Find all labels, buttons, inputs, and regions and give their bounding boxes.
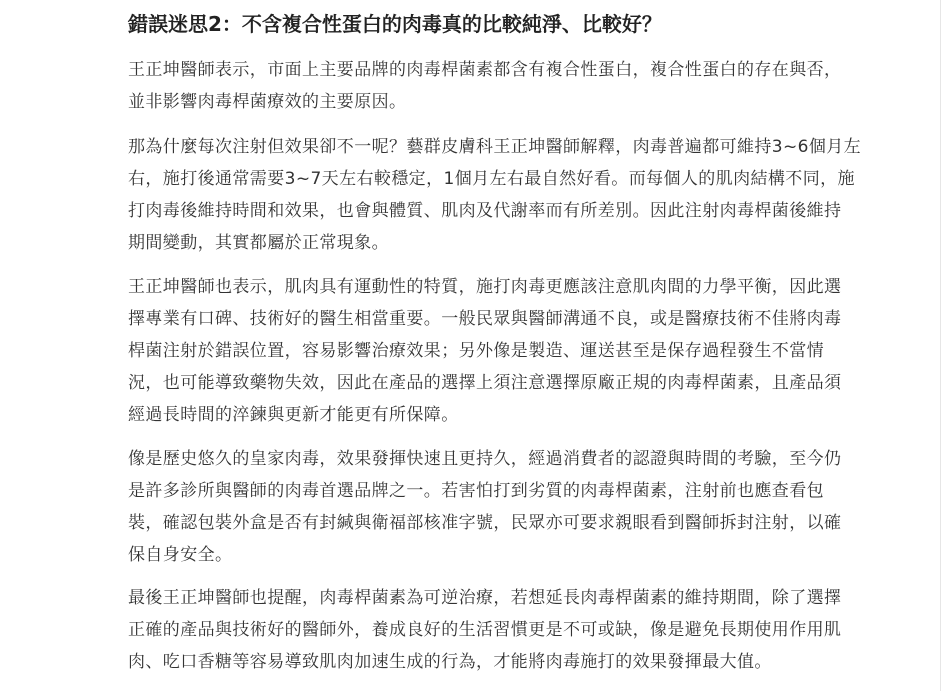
paragraph-line: 保自身安全。 — [128, 545, 233, 565]
paragraph-line: 桿菌注射於錯誤位置，容易影響治療效果；另外像是製造、運送甚至是保存過程發生不當情 — [128, 341, 824, 361]
paragraph-line: 裝，確認包裝外盒是否有封緘與衛福部核准字號，民眾亦可要求親眼看到醫師拆封注射，以確 — [128, 513, 842, 533]
paragraph-line: 王正坤醫師也表示，肌肉具有運動性的特質，施打肉毒更應該注意肌肉間的力學平衡，因此選 — [128, 277, 842, 297]
article-heading: 錯誤迷思2：不含複合性蛋白的肉毒真的比較純淨、比較好？ — [128, 12, 662, 36]
paragraph-line: 是許多診所與醫師的肉毒首選品牌之一。若害怕打到劣質的肉毒桿菌素，注射前也應查看包 — [128, 481, 824, 501]
paragraph-line: 肉、吃口香糖等容易導致肌肉加速生成的行為，才能將肉毒施打的效果發揮最大值。 — [128, 652, 772, 672]
paragraph-2 — [128, 131, 888, 259]
paragraph-line: 擇專業有口碑、技術好的醫生相當重要。一般民眾與醫師溝通不良，或是醫療技術不佳將肉毒 — [128, 309, 842, 329]
paragraph-3 — [128, 271, 888, 431]
paragraph-line: 那為什麼每次注射但效果卻不一呢？藝群皮膚科王正坤醫師解釋，肉毒普遍都可維持3~6個月左 — [128, 137, 862, 157]
paragraph-line: 期間變動，其實都屬於正常現象。 — [128, 233, 389, 253]
paragraph-line: 經過長時間的淬鍊與更新才能更有所保障。 — [128, 405, 459, 425]
paragraph-1 — [128, 54, 888, 118]
paragraph-line: 王正坤醫師表示，市面上主要品牌的肉毒桿菌素都含有複合性蛋白，複合性蛋白的存在與否， — [128, 60, 842, 80]
paragraph-4 — [128, 443, 888, 571]
paragraph-line: 並非影響肉毒桿菌療效的主要原因。 — [128, 92, 407, 112]
paragraph-line: 右，施打後通常需要3~7天左右較穩定，1個月左右最自然好看。而每個人的肌肉結構不同，施 — [128, 169, 855, 189]
paragraph-line: 正確的產品與技術好的醫師外，養成良好的生活習慣更是不可或缺，像是避免長期使用作用肌 — [128, 620, 842, 640]
paragraph-line: 最後王正坤醫師也提醒，肉毒桿菌素為可逆治療，若想延長肉毒桿菌素的維持期間，除了選擇 — [128, 588, 842, 608]
paragraph-line: 打肉毒後維持時間和效果，也會與體質、肌肉及代謝率而有所差別。因此注射肉毒桿菌後維持 — [128, 201, 842, 221]
paragraph-5 — [128, 582, 888, 678]
paragraph-line: 況，也可能導致藥物失效，因此在產品的選擇上須注意選擇原廠正規的肉毒桿菌素，且產品須 — [128, 373, 842, 393]
paragraph-line: 像是歷史悠久的皇家肉毒，效果發揮快速且更持久，經過消費者的認證與時間的考驗，至今仍 — [128, 449, 842, 469]
